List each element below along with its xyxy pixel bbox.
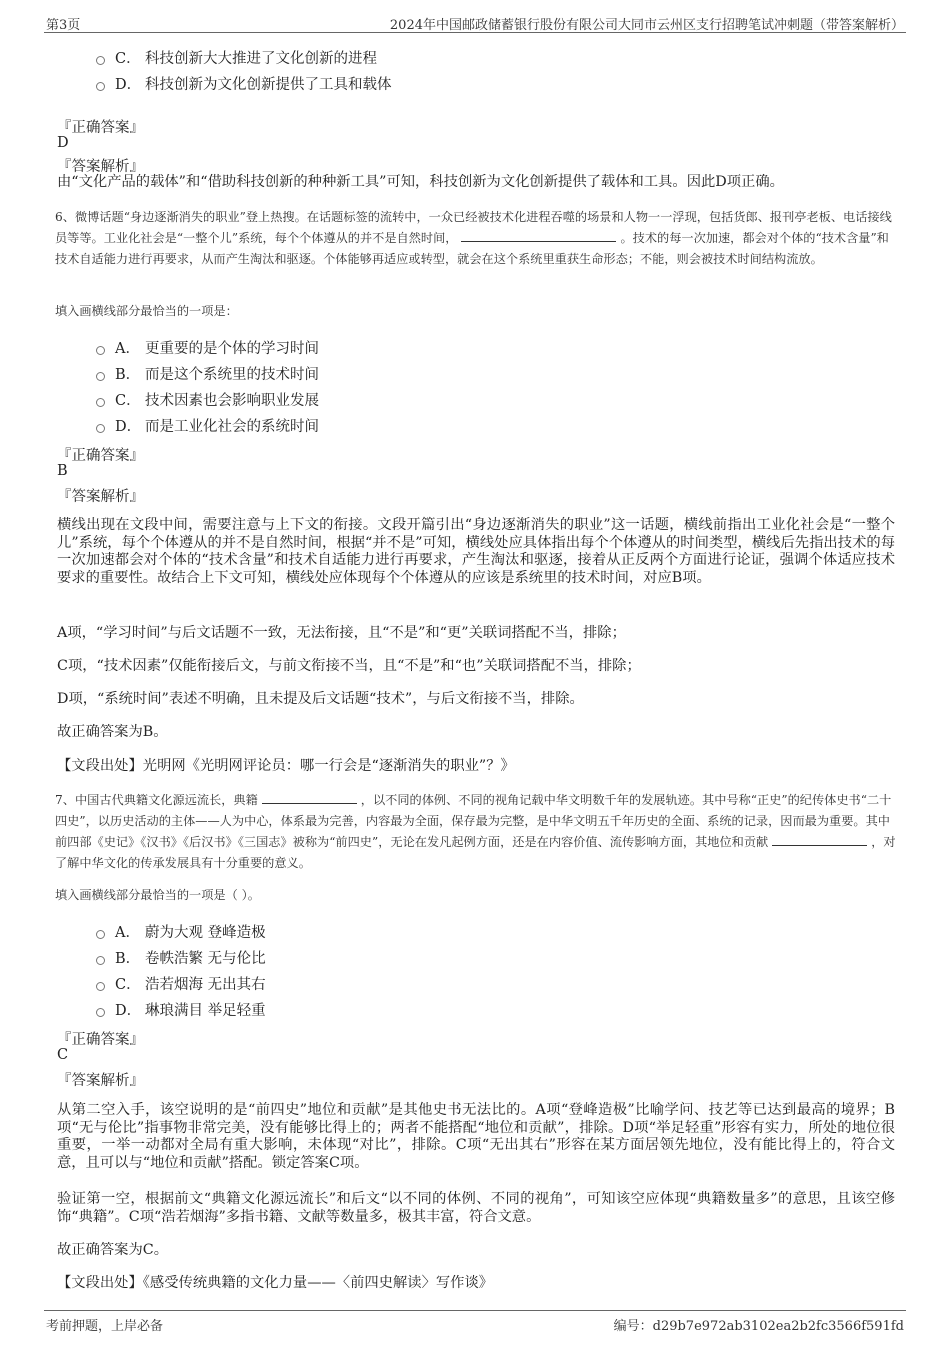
q5-option-d[interactable]: D． 科技创新为文化创新提供了工具和载体: [96, 73, 392, 93]
q7-verify-paragraph: 验证第一空，根据前文“典籍文化源远流长”和后文“以不同的体例、不同的视角”，可知该空应体现“典籍数量多”的意思，且该空修饰“典籍”。C项“浩若烟海”多指书籍、文献等数量多，极其丰富，符合文意。: [57, 1191, 895, 1225]
q5-analysis-label: 『答案解析』: [57, 159, 144, 175]
document-id: 编号：d29b7e972ab3102ea2b2fc3566f591fd: [613, 1319, 904, 1334]
page-number: 第3页: [46, 18, 81, 33]
radio-icon[interactable]: [96, 56, 105, 65]
radio-icon[interactable]: [96, 398, 105, 407]
q7-analysis-paragraph: 从第二空入手，该空说明的是“前四史”地位和贡献”是其他史书无法比的。A项“登峰造极”比喻学问、技艺等已达到最高的境界；B项“无与伦比”指事物非常完美，没有能够比得上的；两者不能搭配“地位和贡献”，排除。D项“举足轻重”形容有实力，所处的地位很重要，一举一动都对全局有重大影响，未体现“对比”，排除。C项“无出其右”形容在某方面居领先地位，没有能比得上的，符合文意，且可以与“地位和贡献”搭配。锁定答案C项。: [57, 1102, 895, 1171]
q6-blank: [461, 229, 616, 242]
q7-option-a[interactable]: A． 蔚为大观 登峰造极: [96, 921, 266, 941]
q6-analysis-c: C项，“技术因素”仅能衔接后文，与前文衔接不当，且“不是”和“也”关联词搭配不当，排除；: [57, 658, 641, 674]
q6-analysis-paragraph: 横线出现在文段中间，需要注意与上下文的衔接。文段开篇引出“身边逐渐消失的职业”这一话题，横线前指出工业化社会是“一整个儿”系统，每个个体遵从的并不是自然时间，根据“并不是”可知，横线处应具体指出每个个体遵从的时间类型，横线后先指出技术的每一次加速都会对个体的“技术含量”和技术自适能力进行再要求，产生淘汰和驱逐，接着从正反两个方面进行论证，强调个体适应技术要求的重要性。故结合上下文可知，横线处应体现每个个体遵从的应该是系统里的技术时间，对应B项。: [57, 517, 895, 586]
q6-option-d[interactable]: D． 而是工业化社会的系统时间: [96, 415, 319, 435]
radio-icon[interactable]: [96, 346, 105, 355]
footer-slogan: 考前押题，上岸必备: [46, 1319, 164, 1334]
q7-blank-2: [772, 833, 867, 846]
q7-source: 【文段出处】《感受传统典籍的文化力量——〈前四史解读〉写作谈》: [57, 1275, 494, 1291]
document-title: 2024年中国邮政储蓄银行股份有限公司大同市云州区支行招聘笔试冲刺题（带答案解析）: [389, 18, 904, 33]
q6-option-a[interactable]: A． 更重要的是个体的学习时间: [96, 337, 319, 357]
radio-icon[interactable]: [96, 424, 105, 433]
q5-analysis: 由“文化产品的载体”和“借助科技创新的种种新工具”可知，科技创新为文化创新提供了载体和工具。因此D项正确。: [57, 174, 784, 190]
q6-source: 【文段出处】光明网《光明网评论员：哪一行会是“逐渐消失的职业”？》: [57, 758, 515, 774]
radio-icon[interactable]: [96, 82, 105, 91]
q7-option-b[interactable]: B． 卷帙浩繁 无与伦比: [96, 947, 266, 967]
q7-conclusion: 故正确答案为C。: [57, 1242, 169, 1258]
q7-blank-1: [262, 791, 357, 804]
radio-icon[interactable]: [96, 1008, 105, 1017]
q6-analysis-a: A项，“学习时间”与后文话题不一致，无法衔接，且“不是”和“更”关联词搭配不当，排除；: [57, 625, 626, 641]
q7-option-c[interactable]: C． 浩若烟海 无出其右: [96, 973, 266, 993]
q6-prompt: 填入画横线部分最恰当的一项是：: [55, 304, 238, 318]
q6-conclusion: 故正确答案为B。: [57, 724, 168, 740]
q6-analysis-d: D项，“系统时间”表述不明确，且未提及后文话题“技术”，与后文衔接不当，排除。: [57, 691, 584, 707]
radio-icon[interactable]: [96, 982, 105, 991]
q7-prompt: 填入画横线部分最恰当的一项是（ ）。: [55, 888, 260, 902]
q6-option-c[interactable]: C． 技术因素也会影响职业发展: [96, 389, 319, 409]
q6-answer-label: 『正确答案』: [57, 448, 144, 464]
q6-stem: 6、微博话题“身边逐渐消失的职业”登上热搜。在话题标签的流转中，一众已经被技术化进程吞噬的场景和人物一一浮现，包括货郎、报刊亭老板、电话接线员等等。工业化社会是“一整个儿”系统，每个个体遵从的并不是自然时间， 。技术的每一次加速，都会对个体的“技术含量”和技术自适能力进行再要求，从而产生淘汰和驱逐。个体能够再适应或转型，就会在这个系统里重获生命形态；不能，则会被技术时间结构流放。: [55, 210, 892, 266]
q7-option-d[interactable]: D． 琳琅满目 举足轻重: [96, 999, 266, 1019]
radio-icon[interactable]: [96, 372, 105, 381]
q6-analysis-label: 『答案解析』: [57, 489, 144, 505]
q5-answer: D: [57, 135, 69, 151]
q7-answer-label: 『正确答案』: [57, 1032, 144, 1048]
radio-icon[interactable]: [96, 956, 105, 965]
q7-analysis-label: 『答案解析』: [57, 1073, 144, 1089]
q6-answer: B: [57, 463, 68, 479]
radio-icon[interactable]: [96, 930, 105, 939]
q7-answer: C: [57, 1047, 69, 1063]
footer-divider: [44, 1310, 906, 1311]
q5-answer-label: 『正确答案』: [57, 120, 144, 136]
q7-stem: 7、中国古代典籍文化源远流长，典籍 ，以不同的体例、不同的视角记载中华文明数千年的发展轨迹。其中号称“正史”的纪传体史书“二十四史”，以历史活动的主体——人为中心，体系最为完善，内容最为全面，保存最为完整，是中华文明五千年历史的全面、系统的记录，因而最为重要。其中前四部《史记》《汉书》《后汉书》《三国志》被称为“前四史”，无论在发凡起例方面，还是在内容价值、流传影响方面，其地位和贡献 ，对了解中华文化的传承发展具有十分重要的意义。: [55, 793, 896, 870]
header-divider: [44, 32, 906, 33]
q5-option-c[interactable]: C． 科技创新大大推进了文化创新的进程: [96, 47, 377, 67]
q6-option-b[interactable]: B． 而是这个系统里的技术时间: [96, 363, 319, 383]
